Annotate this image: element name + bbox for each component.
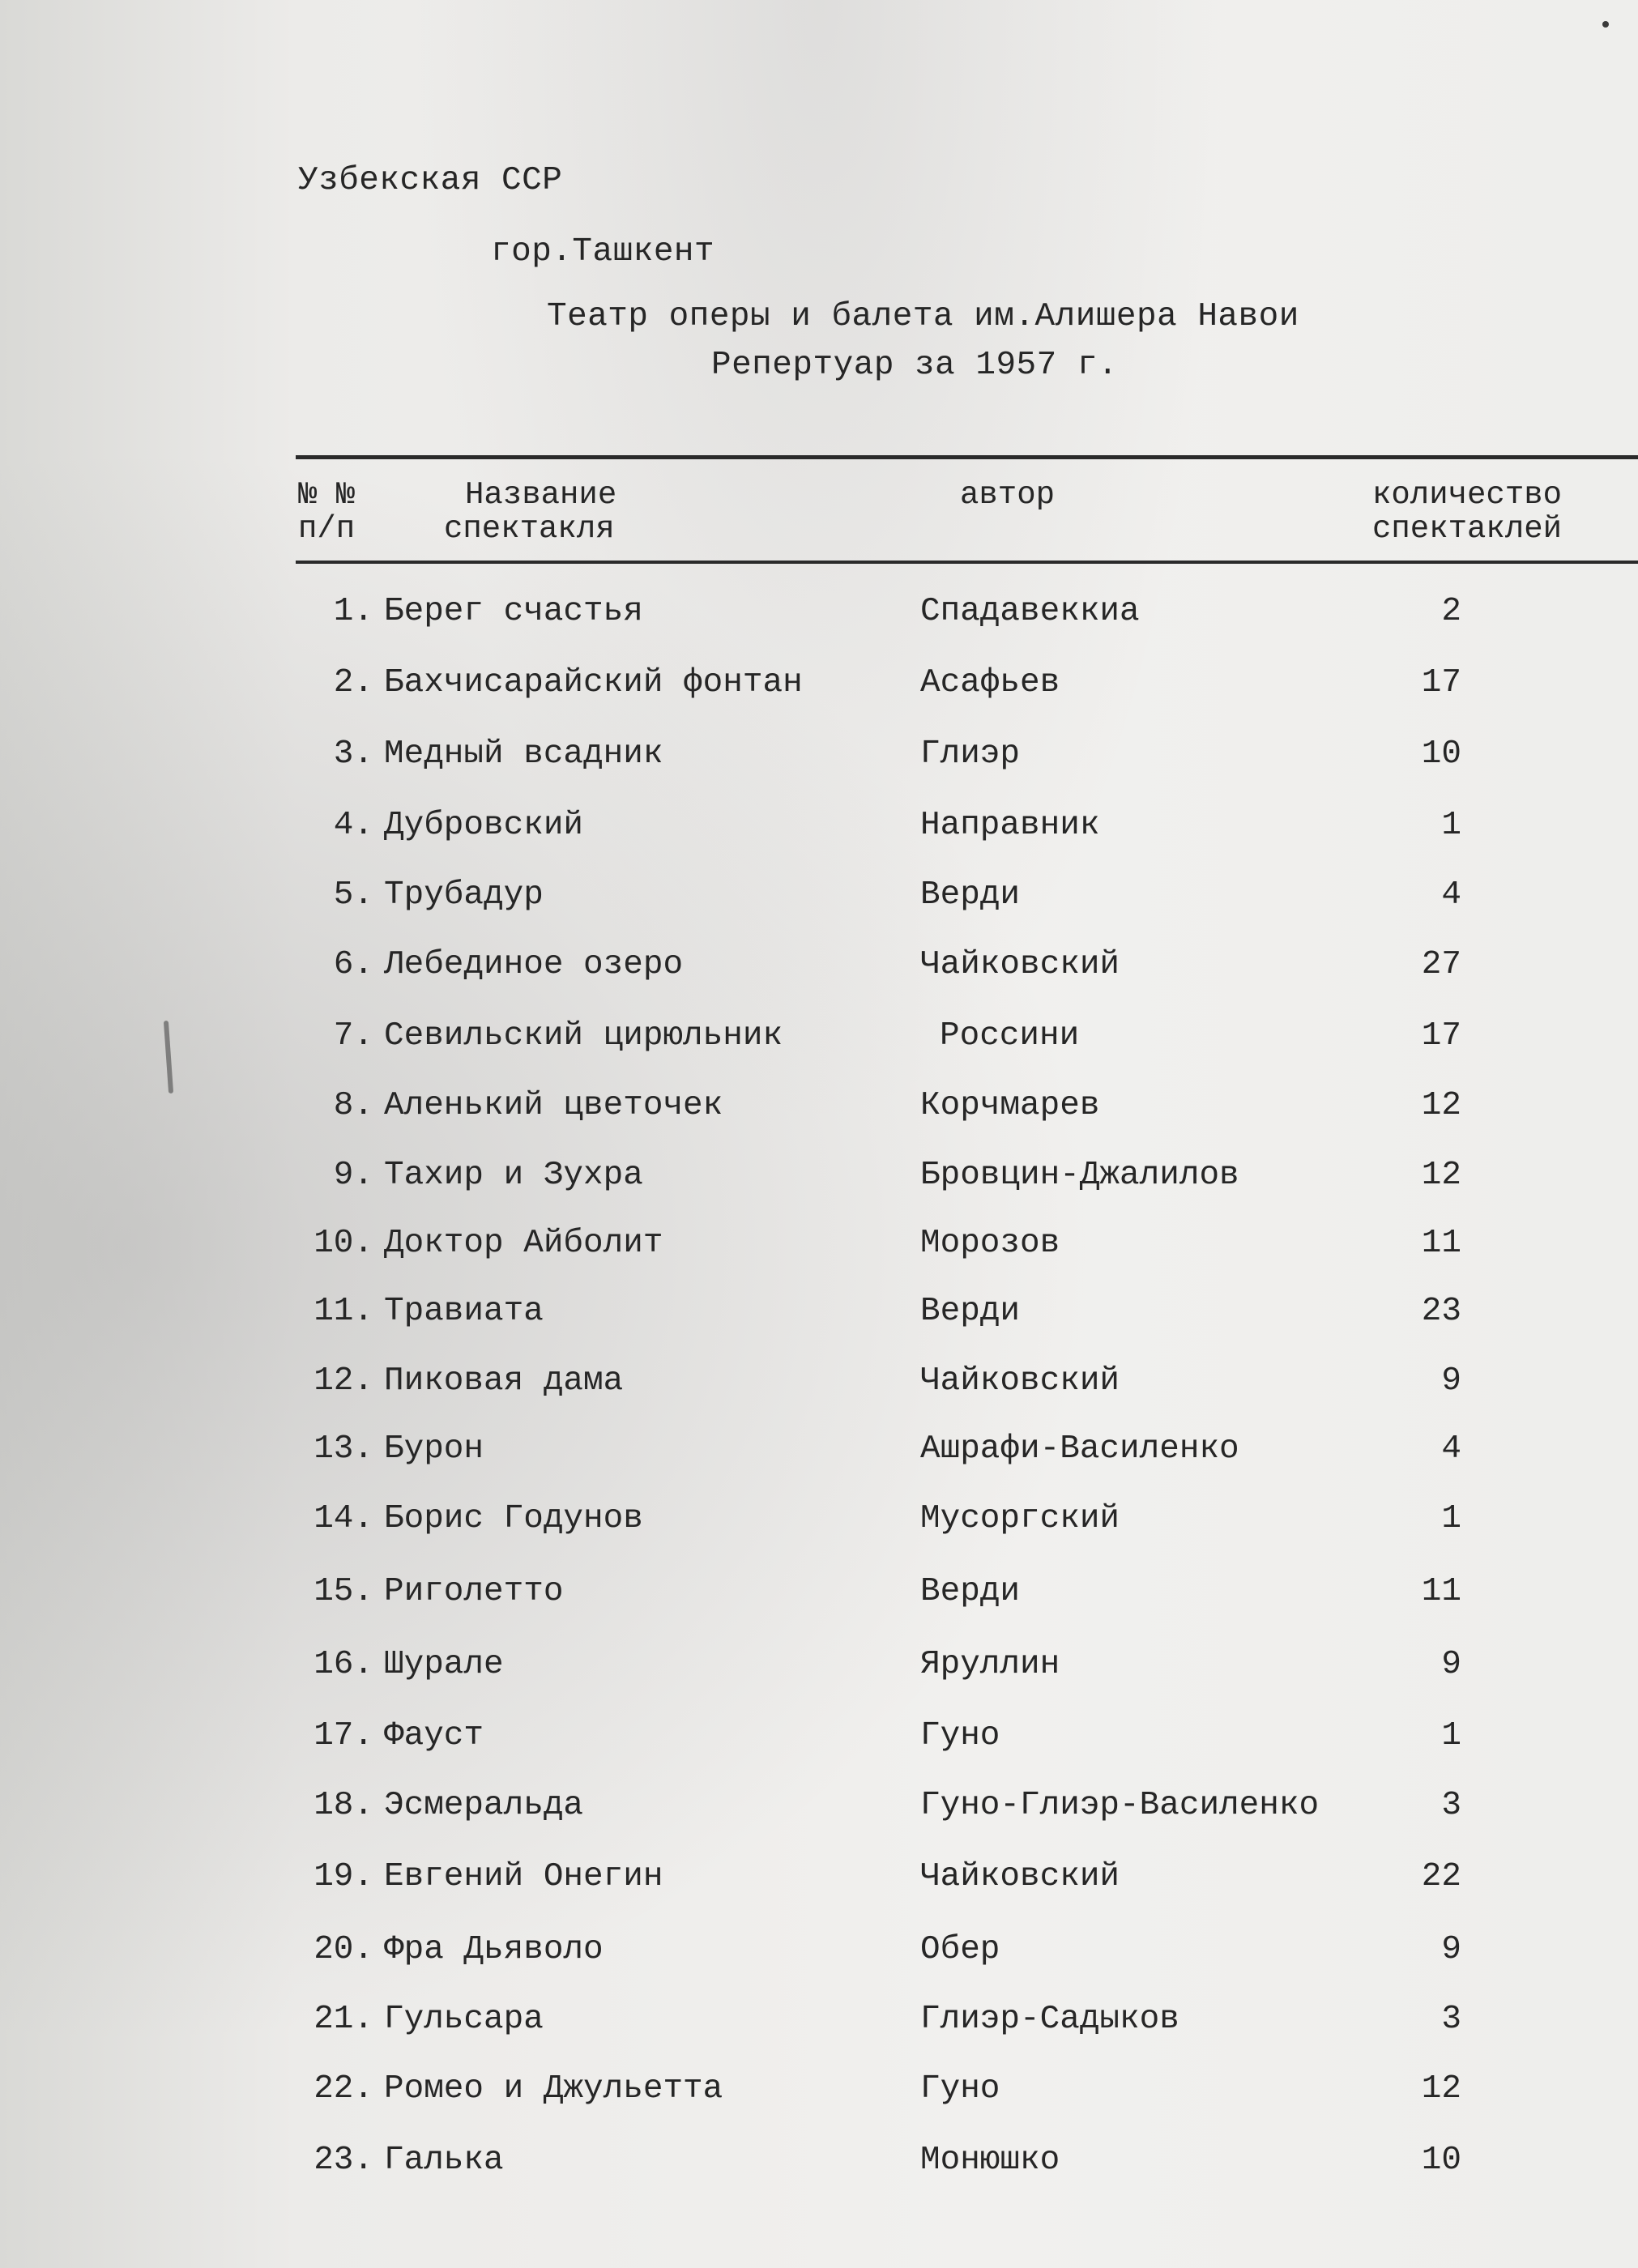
row-number: 8. (333, 1087, 373, 1124)
table-row (0, 593, 1638, 642)
row-number: 22. (314, 2070, 373, 2108)
table-row (0, 664, 1638, 713)
row-count: 12 (1421, 1087, 1461, 1124)
row-title: Фауст (384, 1717, 484, 1754)
row-author: Асафьев (920, 664, 1060, 701)
row-count: 9 (1441, 1362, 1461, 1400)
row-number: 14. (314, 1500, 373, 1537)
row-author: Морозов (920, 1225, 1060, 1262)
column-header-number-line2: п/п (298, 511, 356, 547)
row-author: Верди (920, 1293, 1021, 1330)
table-header-rule (296, 561, 1638, 564)
row-count: 9 (1441, 1931, 1461, 1968)
row-count: 23 (1421, 1293, 1461, 1330)
row-count: 22 (1421, 1858, 1461, 1895)
table-row (0, 1293, 1638, 1341)
row-count: 2 (1441, 593, 1461, 630)
row-author: Чайковский (920, 1362, 1120, 1400)
row-number: 7. (333, 1017, 373, 1055)
column-header-title-line1: Название (465, 477, 617, 513)
row-title: Гульсара (384, 2001, 544, 2038)
row-number: 23. (314, 2142, 373, 2179)
table-row (0, 1573, 1638, 1622)
table-row (0, 807, 1638, 855)
row-author: Чайковский (920, 946, 1120, 983)
column-header-number-line1: № № (298, 477, 356, 513)
row-author: Корчмарев (920, 1087, 1100, 1124)
column-header-count (1372, 478, 1562, 546)
table-row (0, 2001, 1638, 2049)
row-count: 17 (1421, 1017, 1461, 1055)
row-title: Ромео и Джульетта (384, 2070, 723, 2108)
row-author: Спадавеккиа (920, 593, 1140, 630)
row-number: 16. (314, 1646, 373, 1683)
row-count: 11 (1421, 1225, 1461, 1262)
row-number: 5. (333, 876, 373, 914)
table-row (0, 1787, 1638, 1835)
row-number: 20. (314, 1931, 373, 1968)
table-row (0, 946, 1638, 995)
row-title: Галька (384, 2142, 504, 2179)
row-count: 9 (1441, 1646, 1461, 1683)
row-title: Бурон (384, 1430, 484, 1468)
row-number: 10. (314, 1225, 373, 1262)
column-header-count-line2: спектаклей (1372, 511, 1563, 547)
table-row (0, 1858, 1638, 1907)
row-title: Берег счастья (384, 593, 643, 630)
row-count: 3 (1441, 2001, 1461, 2038)
row-author: Обер (920, 1931, 1000, 1968)
row-number: 13. (314, 1430, 373, 1468)
row-number: 18. (314, 1787, 373, 1824)
row-author: Россини (940, 1017, 1080, 1055)
table-row (0, 876, 1638, 925)
row-author: Глиэр (920, 735, 1021, 773)
row-title: Фра Дьяволо (384, 1931, 604, 1968)
row-title: Бахчисарайский фонтан (384, 664, 803, 701)
row-title: Медный всадник (384, 735, 663, 773)
row-count: 1 (1441, 1500, 1461, 1537)
row-number: 1. (333, 593, 373, 630)
header-theatre: Театр оперы и балета им.Алишера Навои (547, 298, 1299, 335)
row-title: Риголетто (384, 1573, 564, 1610)
row-count: 4 (1441, 876, 1461, 914)
row-author: Ашрафи-Василенко (920, 1430, 1239, 1468)
row-count: 1 (1441, 807, 1461, 844)
row-author: Монюшко (920, 2142, 1060, 2179)
row-author: Верди (920, 876, 1021, 914)
column-header-number (298, 478, 355, 546)
row-count: 10 (1421, 735, 1461, 773)
table-row (0, 2142, 1638, 2190)
row-number: 2. (333, 664, 373, 701)
row-count: 10 (1421, 2142, 1461, 2179)
row-number: 12. (314, 1362, 373, 1400)
row-title: Лебединое озеро (384, 946, 684, 983)
table-top-rule (296, 455, 1638, 459)
row-number: 9. (333, 1157, 373, 1194)
row-title: Эсмеральда (384, 1787, 584, 1824)
row-number: 19. (314, 1858, 373, 1895)
row-author: Гуно (920, 2070, 1000, 2108)
row-count: 11 (1421, 1573, 1461, 1610)
row-title: Севильский цирюльник (384, 1017, 783, 1055)
row-count: 17 (1421, 664, 1461, 701)
row-title: Дубровский (384, 807, 584, 844)
row-title: Шурале (384, 1646, 504, 1683)
row-title: Доктор Айболит (384, 1225, 663, 1262)
table-row (0, 1087, 1638, 1136)
row-number: 6. (333, 946, 373, 983)
row-author: Бровцин-Джалилов (920, 1157, 1239, 1194)
row-title: Трубадур (384, 876, 544, 914)
table-row (0, 1931, 1638, 1980)
header-city: гор.Ташкент (491, 233, 715, 271)
row-title: Евгений Онегин (384, 1858, 663, 1895)
row-count: 12 (1421, 1157, 1461, 1194)
row-author: Чайковский (920, 1858, 1120, 1895)
table-row (0, 1717, 1638, 1766)
column-header-count-line1: количество (1372, 477, 1563, 513)
row-count: 27 (1421, 946, 1461, 983)
row-author: Мусоргский (920, 1500, 1120, 1537)
row-title: Травиата (384, 1293, 544, 1330)
row-author: Верди (920, 1573, 1021, 1610)
table-row (0, 1500, 1638, 1549)
column-header-title (444, 478, 616, 546)
row-count: 12 (1421, 2070, 1461, 2108)
header-period: Репертуар за 1957 г. (711, 347, 1119, 384)
row-number: 11. (314, 1293, 373, 1330)
row-count: 1 (1441, 1717, 1461, 1754)
table-row (0, 1225, 1638, 1273)
row-number: 15. (314, 1573, 373, 1610)
row-number: 17. (314, 1717, 373, 1754)
row-title: Борис Годунов (384, 1500, 643, 1537)
table-row (0, 1646, 1638, 1695)
row-author: Гуно (920, 1717, 1000, 1754)
column-header-title-line2: спектакля (444, 511, 615, 547)
row-count: 4 (1441, 1430, 1461, 1468)
ink-speck (1602, 21, 1609, 28)
column-header-author: автор (960, 477, 1056, 513)
row-author: Направник (920, 807, 1100, 844)
row-number: 4. (333, 807, 373, 844)
table-row (0, 1362, 1638, 1411)
row-title: Тахир и Зухра (384, 1157, 643, 1194)
row-title: Пиковая дама (384, 1362, 624, 1400)
row-count: 3 (1441, 1787, 1461, 1824)
table-row (0, 2070, 1638, 2119)
table-row (0, 1430, 1638, 1479)
row-number: 21. (314, 2001, 373, 2038)
row-author: Глиэр-Садыков (920, 2001, 1179, 2038)
table-row (0, 1157, 1638, 1205)
table-row (0, 1017, 1638, 1066)
row-author: Яруллин (920, 1646, 1060, 1683)
header-republic: Узбекская ССР (298, 162, 563, 199)
row-number: 3. (333, 735, 373, 773)
table-row (0, 735, 1638, 784)
row-title: Аленький цветочек (384, 1087, 723, 1124)
row-author: Гуно-Глиэр-Василенко (920, 1787, 1320, 1824)
